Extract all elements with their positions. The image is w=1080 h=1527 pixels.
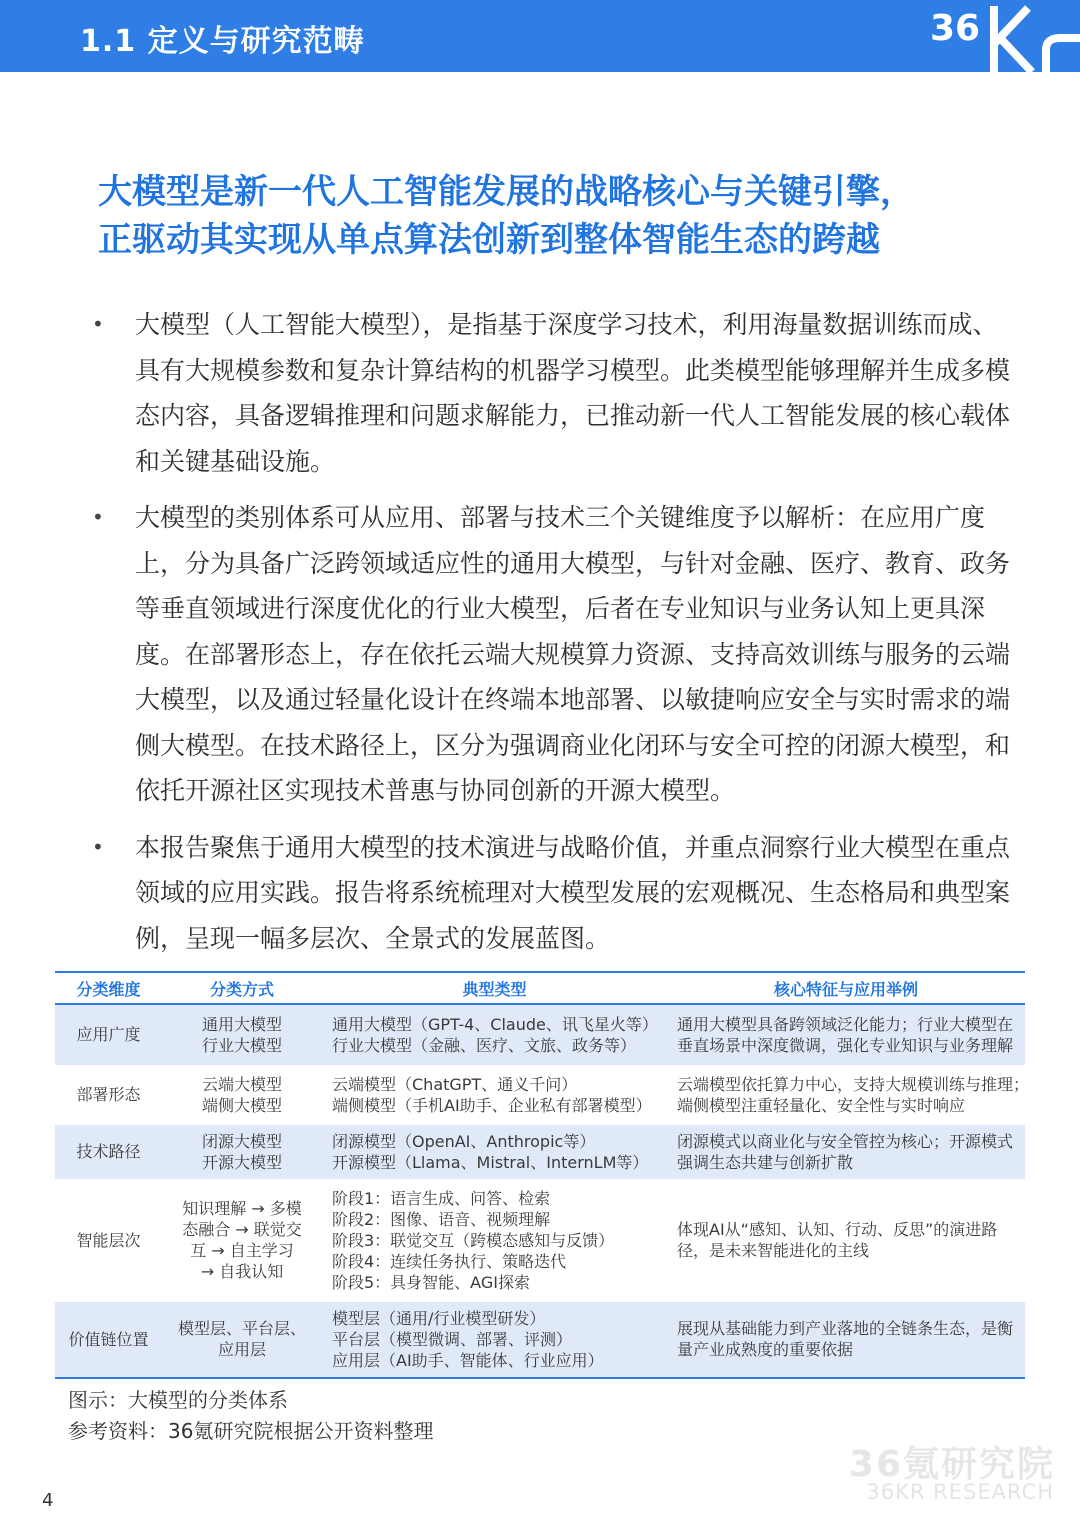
headline-line-1: 大模型是新一代人工智能发展的战略核心与关键引擎， xyxy=(98,172,914,212)
feature-cell-line: 垂直场景中深度微调，强化专业知识与业务理解 xyxy=(677,1035,1014,1055)
method-cell-line: 应用层 xyxy=(217,1340,266,1359)
watermark-en: 36KR RESEARCH xyxy=(866,1480,1054,1504)
table-header-cell: 典型类型 xyxy=(462,979,527,999)
method-cell-line: 态融合 → 联觉交 xyxy=(182,1220,302,1239)
method-cell xyxy=(162,1004,322,1066)
36kr-logo xyxy=(930,0,1080,72)
feature-cell xyxy=(667,1300,1025,1378)
headline-line-2: 正驱动其实现从单点算法创新到整体智能生态的跨越 xyxy=(98,220,880,260)
classification-table xyxy=(55,971,1030,1379)
method-cell xyxy=(162,1300,322,1378)
method-cell-line: 闭源大模型 xyxy=(201,1131,282,1151)
type-cell-line: 开源模型（Llama、Mistral、InternLM等） xyxy=(332,1152,649,1172)
section-header-bar xyxy=(0,0,1080,72)
type-cell-line: 端侧模型（手机AI助手、企业私有部署模型） xyxy=(332,1095,652,1115)
type-cell-line: 应用层（AI助手、智能体、行业应用） xyxy=(332,1350,604,1370)
feature-cell xyxy=(667,1066,1030,1123)
type-cell xyxy=(322,1123,667,1180)
type-cell xyxy=(322,1004,667,1066)
bullet-text: 大模型的类别体系可从应用、部署与技术三个关键维度予以解析：在应用广度上，分为具备广泛跨领域适应性的通用大模型，与针对金融、医疗、教育、政务等垂直领域进行深度优化的行业大模型，后者在专业知识与业务认知上更具深度。在部署形态上，存在依托云端大规模算力资源、支持高效训练与服务的云端大模型，以及通过轻量化设计在终端本地部署、以敏捷响应安全与实时需求的端侧大模型。在技术路径上，区分为强调商业化闭环与安全可控的闭源大模型，和依托开源社区实现技术普惠与协同创新的开源大模型。 xyxy=(135,503,1011,805)
method-cell-line: 知识理解 → 多模 xyxy=(182,1199,302,1218)
bullet-list xyxy=(90,302,1010,972)
type-cell-line: 云端模型（ChatGPT、通义千问） xyxy=(332,1074,578,1094)
method-cell xyxy=(162,1123,322,1180)
type-cell-line: 闭源模型（OpenAI、Anthropic等） xyxy=(332,1131,596,1151)
feature-cell-line: 体现AI从“感知、认知、行动、反思”的演进路 xyxy=(677,1220,998,1239)
feature-cell xyxy=(667,1180,1025,1300)
section-title: 1.1 定义与研究范畴 xyxy=(80,24,365,59)
feature-cell xyxy=(667,1004,1025,1066)
table-row xyxy=(55,1066,1025,1123)
page-number: 4 xyxy=(42,1490,54,1511)
method-cell-line: 开源大模型 xyxy=(201,1152,282,1172)
dimension-cell: 价值链位置 xyxy=(55,1300,162,1378)
feature-cell-line: 端侧模型注重轻量化、安全性与实时响应 xyxy=(677,1095,966,1115)
dimension-cell: 智能层次 xyxy=(76,1230,141,1250)
method-cell-line: 端侧大模型 xyxy=(201,1095,282,1115)
type-cell-line: 通用大模型（GPT-4、Claude、讯飞星火等） xyxy=(332,1014,658,1034)
type-cell-line: 模型层（通用/行业模型研发） xyxy=(332,1308,546,1328)
svg-text:36: 36 xyxy=(930,8,981,49)
dimension-cell: 部署形态 xyxy=(76,1085,141,1104)
type-cell-line: 行业大模型（金融、医疗、文旅、政务等） xyxy=(332,1035,637,1055)
table-row xyxy=(55,1004,1025,1066)
method-cell-line: 模型层、平台层、 xyxy=(177,1319,306,1338)
dimension-cell: 技术路径 xyxy=(55,1123,162,1180)
watermark-cn: 36氪研究院 xyxy=(848,1444,1055,1485)
bullet-dot-icon: • xyxy=(92,505,104,529)
feature-cell-line: 量产业成熟度的重要依据 xyxy=(677,1340,854,1359)
headline xyxy=(98,168,1018,264)
source-caption: 参考资料：36氪研究院根据公开资料整理 xyxy=(68,1419,434,1443)
bullet-item xyxy=(90,495,1010,814)
type-cell-line: 阶段4：连续任务执行、策略迭代 xyxy=(332,1251,567,1271)
bullet-text: 本报告聚焦于通用大模型的技术演进与战略价值，并重点洞察行业大模型在重点领域的应用实践。报告将系统梳理对大模型发展的宏观概况、生态格局和典型案例，呈现一幅多层次、全景式的发展蓝图。 xyxy=(135,832,1011,953)
table-header-cell: 分类方式 xyxy=(209,979,274,999)
table-row xyxy=(55,1123,1025,1180)
table-row xyxy=(55,1180,1025,1300)
type-cell-line: 阶段2：图像、语音、视频理解 xyxy=(332,1209,551,1229)
type-cell xyxy=(322,1066,667,1123)
type-cell-line: 平台层（模型微调、部署、评测） xyxy=(332,1329,573,1349)
method-cell xyxy=(162,1066,322,1123)
table-header-cell: 核心特征与应用举例 xyxy=(773,979,918,999)
feature-cell-line: 云端模型依托算力中心，支持大规模训练与推理； xyxy=(677,1074,1030,1094)
type-cell xyxy=(322,1300,667,1378)
feature-cell-line: 径，是未来智能进化的主线 xyxy=(677,1241,870,1260)
method-cell-line: 互 → 自主学习 xyxy=(190,1241,294,1260)
method-cell-line: 云端大模型 xyxy=(201,1074,282,1094)
table-header-cell: 分类维度 xyxy=(76,979,141,999)
feature-cell-line: 展现从基础能力到产业落地的全链条生态，是衡 xyxy=(677,1319,1014,1338)
type-cell-line: 阶段3：联觉交互（跨模态感知与反馈） xyxy=(332,1230,615,1250)
feature-cell-line: 通用大模型具备跨领域泛化能力；行业大模型在 xyxy=(677,1014,1014,1034)
feature-cell xyxy=(667,1123,1025,1180)
bullet-item xyxy=(90,825,1010,962)
table-row xyxy=(55,1300,1025,1378)
table-header-row xyxy=(55,972,1025,1004)
type-cell-line: 阶段1：语言生成、问答、检索 xyxy=(332,1188,551,1208)
method-cell-line: 行业大模型 xyxy=(201,1035,282,1055)
bullet-item xyxy=(90,302,1010,484)
feature-cell-line: 闭源模式以商业化与安全管控为核心；开源模式 xyxy=(677,1131,1014,1151)
bullet-dot-icon: • xyxy=(92,834,104,859)
feature-cell-line: 强调生态共建与创新扩散 xyxy=(677,1152,854,1172)
figure-caption: 图示：大模型的分类体系 xyxy=(68,1388,288,1412)
type-cell xyxy=(322,1180,667,1300)
bullet-dot-icon: • xyxy=(92,312,104,336)
bullet-text: 大模型（人工智能大模型），是指基于深度学习技术，利用海量数据训练而成、具有大规模参数和复杂计算结构的机器学习模型。此类模型能够理解并生成多模态内容，具备逻辑推理和问题求解能力，已推动新一代人工智能发展的核心载体和关键基础设施。 xyxy=(135,310,1011,476)
dimension-cell: 应用广度 xyxy=(55,1004,162,1066)
type-cell-line: 阶段5：具身智能、AGI探索 xyxy=(332,1272,530,1292)
method-cell-line: 通用大模型 xyxy=(201,1014,282,1034)
method-cell-line: → 自我认知 xyxy=(200,1262,284,1281)
method-cell xyxy=(162,1180,322,1300)
